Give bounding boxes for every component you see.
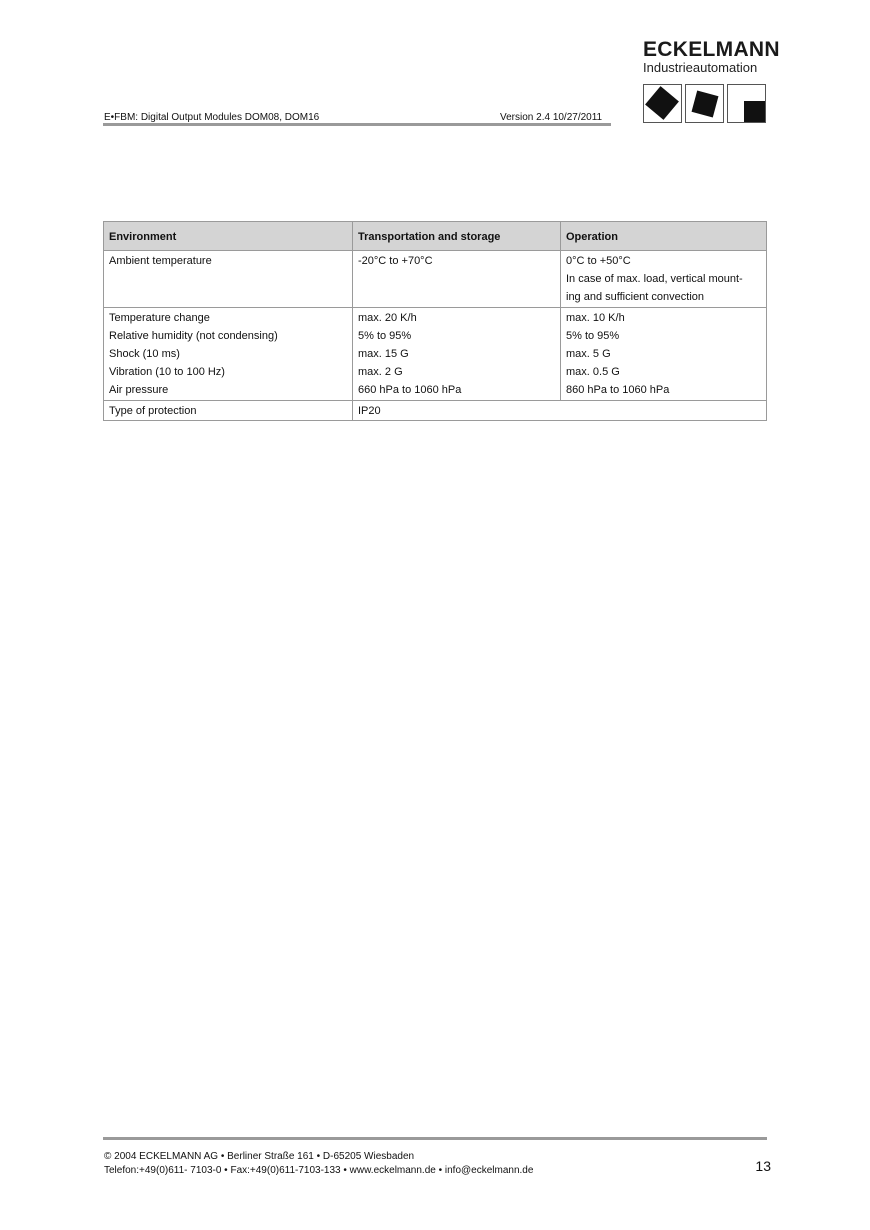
cell-text: max. 2 G	[358, 366, 403, 379]
cell-environment	[104, 400, 353, 420]
cell-text: Relative humidity (not condensing)	[109, 329, 278, 342]
cell-text: max. 20 K/h	[358, 311, 417, 324]
logo-square-icon	[643, 84, 682, 123]
cell-text: Type of protection	[109, 404, 197, 417]
cell-text: Temperature change	[109, 311, 210, 324]
document-title: E•FBM: Digital Output Modules DOM08, DOM16	[104, 112, 320, 123]
table-row	[104, 400, 767, 420]
cell-text: max. 5 G	[566, 348, 611, 361]
cell-text: Ambient temperature	[109, 255, 212, 267]
logo-square-icon	[727, 84, 766, 123]
footer-divider	[103, 1137, 767, 1140]
table-row	[104, 251, 767, 308]
logo-tagline: Industrieautomation	[643, 60, 758, 75]
cell-text: IP20	[358, 404, 381, 417]
cell-text: max. 10 K/h	[566, 311, 625, 324]
cell-transport	[353, 251, 561, 308]
cell-text: Shock (10 ms)	[109, 348, 180, 361]
footer-contact: Telefon:+49(0)611- 7103-0 • Fax:+49(0)611-7103-133 • www.eckelmann.de • info@eckelmann.de	[104, 1165, 534, 1176]
cell-text: 0°C to +50°C	[566, 255, 631, 267]
page-number: 13	[755, 1158, 771, 1174]
cell-operation	[561, 307, 767, 400]
logo-company-name: ECKELMANN	[643, 38, 780, 61]
column-header-environment: Environment	[104, 222, 353, 251]
table-header-row	[104, 222, 767, 251]
cell-operation	[561, 251, 767, 308]
cell-text: Vibration (10 to 100 Hz)	[109, 366, 225, 379]
cell-environment	[104, 251, 353, 308]
cell-text: 660 hPa to 1060 hPa	[358, 384, 462, 397]
cell-text: max. 15 G	[358, 348, 409, 361]
cell-text: 860 hPa to 1060 hPa	[566, 384, 670, 397]
cell-text: max. 0.5 G	[566, 366, 620, 379]
cell-protection-value	[353, 400, 767, 420]
cell-text: 5% to 95%	[566, 329, 620, 342]
environment-table	[103, 221, 767, 421]
header-divider	[103, 123, 611, 126]
cell-transport	[353, 307, 561, 400]
cell-text: -20°C to +70°C	[358, 255, 433, 267]
footer-address: © 2004 ECKELMANN AG • Berliner Straße 161 • D-65205 Wiesbaden	[104, 1151, 415, 1162]
column-header-operation: Operation	[561, 222, 767, 251]
version-date: Version 2.4 10/27/2011	[500, 112, 603, 123]
cell-text: ing and sufficient convection	[566, 291, 704, 304]
cell-text: Air pressure	[109, 384, 169, 397]
cell-text: 5% to 95%	[358, 329, 412, 342]
table-row	[104, 307, 767, 400]
cell-text: In case of max. load, vertical mount-	[566, 273, 743, 286]
logo-square-icon	[685, 84, 724, 123]
cell-environment	[104, 307, 353, 400]
column-header-transport: Transportation and storage	[353, 222, 561, 251]
